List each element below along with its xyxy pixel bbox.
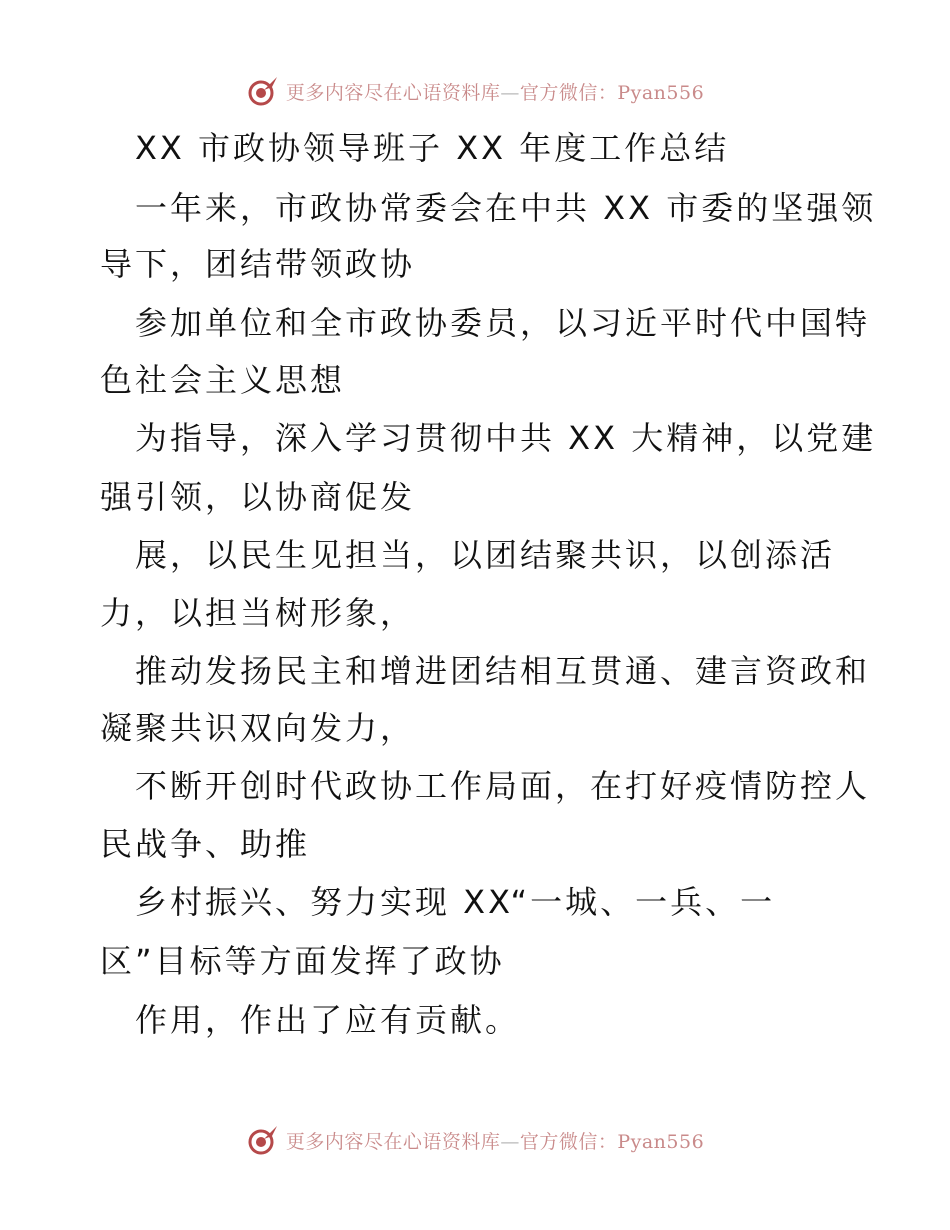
paragraph-line: 为指导，深入学习贯彻中共 XX 大精神，以党建 <box>135 419 877 457</box>
feather-pen-seal-icon <box>246 1123 280 1157</box>
watermark-text: 更多内容尽在心语资料库—官方微信：Pyan556 <box>285 81 705 104</box>
footer-watermark <box>0 1120 950 1160</box>
paragraph-line: 作用，作出了应有贡献。 <box>135 1001 521 1039</box>
paragraph-line: 区”目标等方面发挥了政协 <box>100 942 505 980</box>
header-watermark <box>0 71 950 111</box>
paragraph-line: 展，以民生见担当，以团结聚共识，以创添活 <box>135 536 836 574</box>
paragraph-line: 色社会主义思想 <box>100 361 346 399</box>
paragraph-line: 导下，团结带领政协 <box>100 245 416 283</box>
document-title: XX 市政协领导班子 XX 年度工作总结 <box>135 129 730 167</box>
paragraph-line: 不断开创时代政协工作局面，在打好疫情防控人 <box>135 767 871 805</box>
paragraph-line: 强引领，以协商促发 <box>100 478 416 516</box>
paragraph-line: 乡村振兴、努力实现 XX“一城、一兵、一 <box>135 883 776 921</box>
watermark-text: 更多内容尽在心语资料库—官方微信：Pyan556 <box>285 1130 705 1153</box>
paragraph-line: 推动发扬民主和增进团结相互贯通、建言资政和 <box>135 652 871 690</box>
paragraph-line: 力，以担当树形象， <box>100 594 416 632</box>
paragraph-line: 凝聚共识双向发力， <box>100 709 416 747</box>
paragraph-line: 一年来，市政协常委会在中共 XX 市委的坚强领 <box>135 189 877 227</box>
paragraph-line: 参加单位和全市政协委员，以习近平时代中国特 <box>135 304 871 342</box>
feather-pen-seal-icon <box>246 74 280 108</box>
paragraph-line: 民战争、助推 <box>100 825 311 863</box>
